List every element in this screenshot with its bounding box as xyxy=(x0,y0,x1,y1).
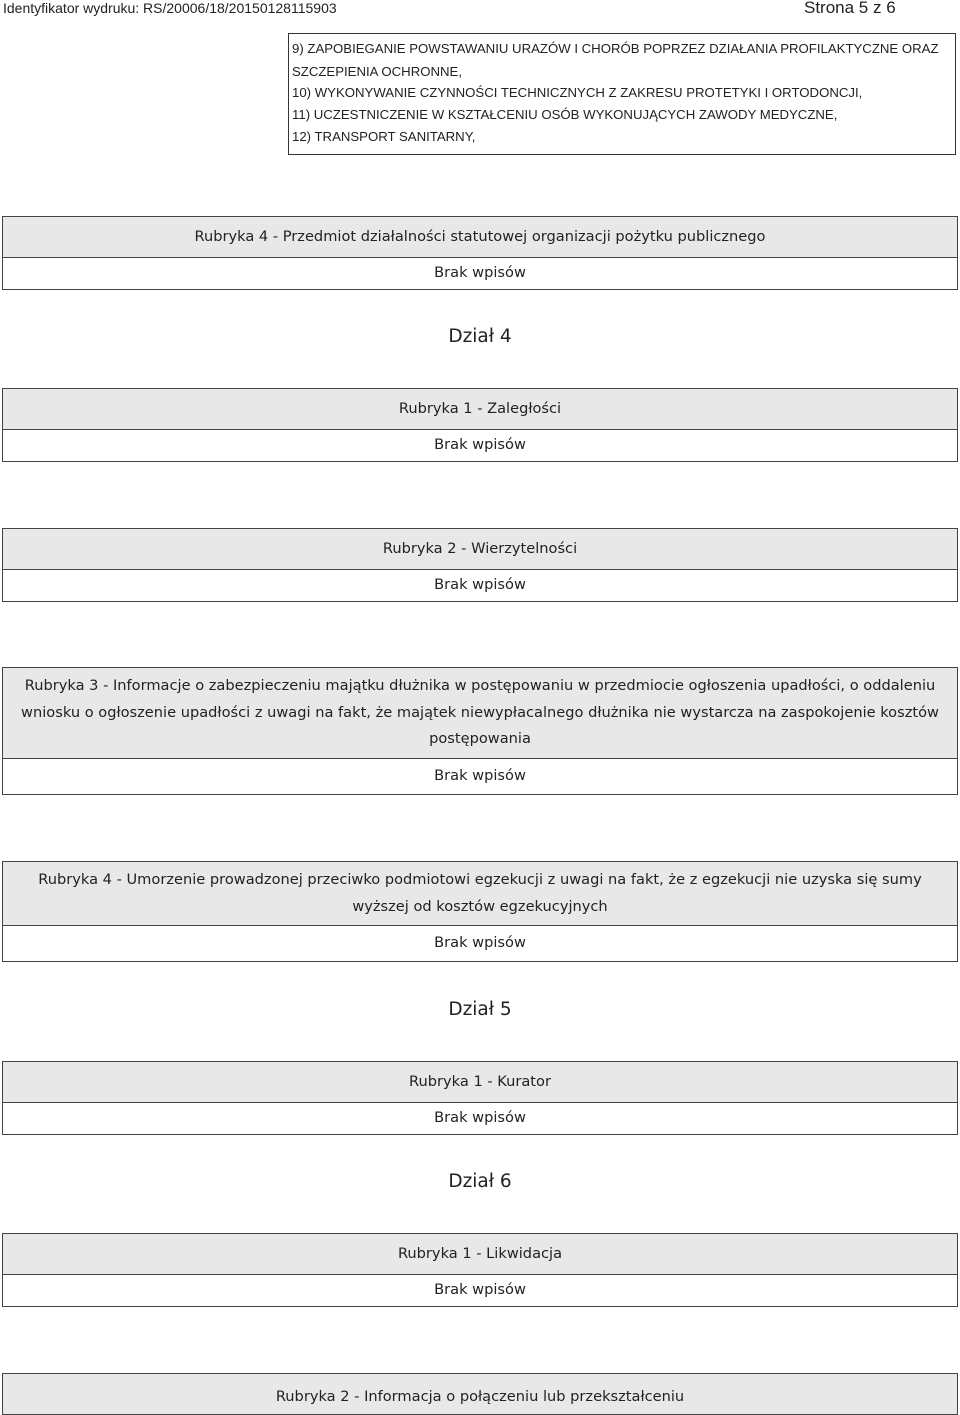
rubric-value: Brak wpisów xyxy=(2,429,958,462)
page-number: Strona 5 z 6 xyxy=(804,0,896,17)
list-item: 12) TRANSPORT SANITARNY, xyxy=(292,129,476,144)
rubric-value: Brak wpisów xyxy=(2,925,958,962)
print-identifier: Identyfikator wydruku: RS/20006/18/20150128115903 xyxy=(3,0,337,16)
activity-list-box xyxy=(288,33,956,155)
rubric-title: Rubryka 1 - Zaległości xyxy=(2,388,958,430)
rubric-title: Rubryka 1 - Likwidacja xyxy=(2,1233,958,1275)
rubric-title: Rubryka 1 - Kurator xyxy=(2,1061,958,1103)
section-title: Dział 5 xyxy=(448,999,512,1020)
section-title: Dział 4 xyxy=(448,326,512,347)
rubric-title: Rubryka 2 - Informacja o połączeniu lub przekształceniu xyxy=(2,1373,958,1415)
section-title: Dział 6 xyxy=(448,1171,512,1192)
rubric-title: Rubryka 3 - Informacje o zabezpieczeniu majątku dłużnika w postępowaniu w przedmiocie ogłoszenia upadłości, o oddaleniu wniosku o ogłoszenie upadłości z uwagi na fakt, że majątek niewypłacalnego dłużnika nie wystarcza na zaspokojenie kosztów postępowania xyxy=(2,667,958,759)
rubric-title: Rubryka 2 - Wierzytelności xyxy=(2,528,958,570)
rubric-title: Rubryka 4 - Umorzenie prowadzonej przeciwko podmiotowi egzekucji z uwagi na fakt, że z egzekucji nie uzyska się sumy wyższej od kosztów egzekucyjnych xyxy=(2,861,958,926)
list-item: SZCZEPIENIA OCHRONNE, xyxy=(292,64,462,79)
rubric-value: Brak wpisów xyxy=(2,569,958,602)
rubric-value: Brak wpisów xyxy=(2,1274,958,1307)
list-item: 11) UCZESTNICZENIE W KSZTAŁCENIU OSÓB WYKONUJĄCYCH ZAWODY MEDYCZNE, xyxy=(292,107,838,122)
rubric-title: Rubryka 4 - Przedmiot działalności statutowej organizacji pożytku publicznego xyxy=(2,216,958,258)
list-item: 10) WYKONYWANIE CZYNNOŚCI TECHNICZNYCH Z ZAKRESU PROTETYKI I ORTODONCJI, xyxy=(292,85,863,100)
list-item: 9) ZAPOBIEGANIE POWSTAWANIU URAZÓW I CHORÓB POPRZEZ DZIAŁANIA PROFILAKTYCZNE ORAZ xyxy=(292,41,939,56)
rubric-value: Brak wpisów xyxy=(2,257,958,290)
rubric-value: Brak wpisów xyxy=(2,1102,958,1135)
rubric-value: Brak wpisów xyxy=(2,758,958,795)
